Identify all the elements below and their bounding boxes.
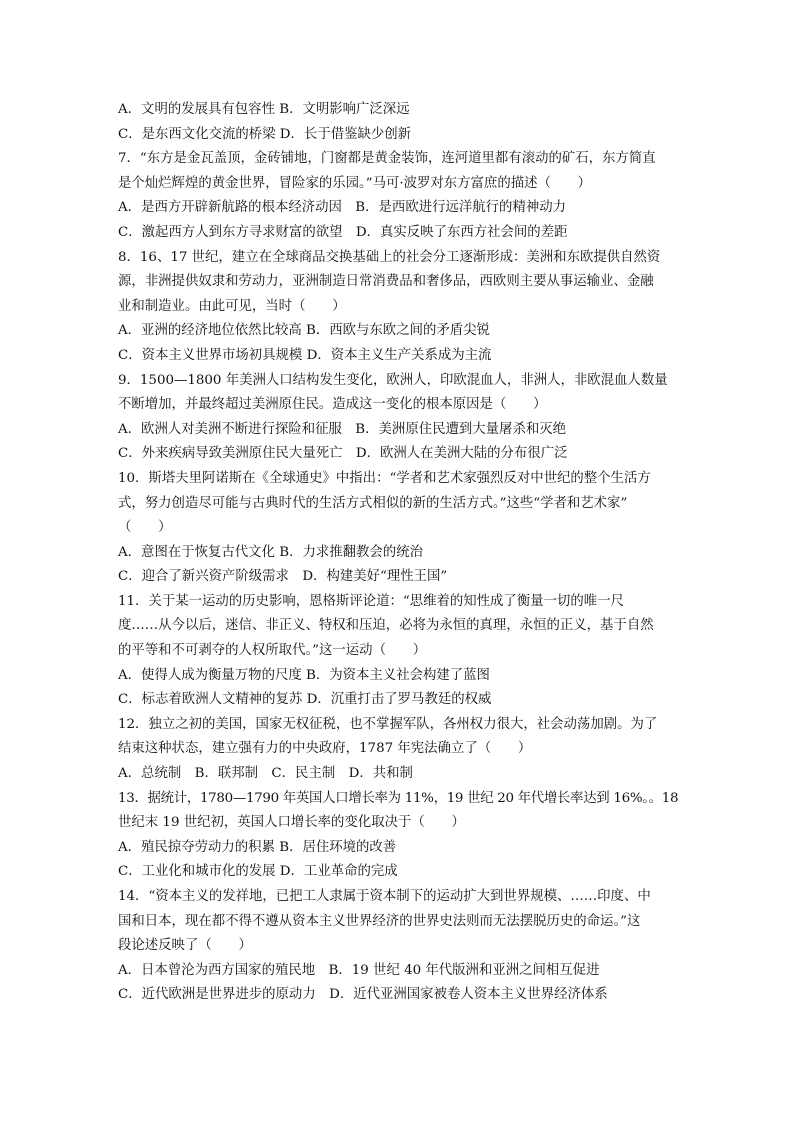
- option-line: A．日本曾沦为西方国家的殖民地 B．19 世纪 40 年代版洲和亚洲之间相互促进: [118, 962, 600, 978]
- question-11-line: 11．关于某一运动的历史影响，恩格斯评论道：“思维着的知性成了衡量一切的唯一尺: [118, 593, 624, 609]
- option-line: A．殖民掠夺劳动力的积累 B．居住环境的改善: [118, 839, 397, 855]
- question-12-line: 结束这种状态，建立强有力的中央政府，1787 年宪法确立了（ ）: [118, 741, 532, 757]
- question-8-line: 源，非洲提供奴隶和劳动力，亚洲制造日常消费品和奢侈品，西欧则主要从事运输业、金融: [118, 274, 654, 290]
- question-8-line: 8．16、17 世纪，建立在全球商品交换基础上的社会分工逐渐形成：美洲和东欧提供自然资: [118, 249, 661, 265]
- option-line: C．标志着欧洲人文精神的复苏 D．沉重打击了罗马教廷的权威: [118, 692, 492, 708]
- option-line: A．欧洲人对美洲不断进行探险和征服 B．美洲原住民遭到大量屠杀和灭绝: [118, 421, 567, 437]
- question-11-line: 的平等和不可剥夺的人权所取代。”这一运动（ ）: [118, 643, 427, 659]
- question-9-line: 9．1500—1800 年美洲人口结构发生变化，欧洲人，印欧混血人，非洲人，非欧混血人数量: [118, 372, 668, 388]
- question-14-line: 国和日本，现在都不得不遵从资本主义世界经济的世界史法则而无法摆脱历史的命运。”这: [118, 913, 641, 929]
- question-14-line: 14．“资本主义的发祥地，已把工人隶属于资本制下的运动扩大到世界规模、……印度、中: [118, 889, 651, 904]
- text-line: C．是东西文化交流的桥梁 D．长于借鉴缺少创新: [118, 126, 412, 142]
- option-line: C．近代欧洲是世界进步的原动力 D．近代亚洲国家被卷人资本主义世界经济体系: [118, 987, 608, 1003]
- option-line: A．使得人成为衡量万物的尺度 B．为资本主义社会构建了蓝图: [118, 667, 490, 683]
- question-8-line: 业和制造业。由此可见，当时（ ）: [118, 298, 346, 314]
- question-9-line: 不断增加，并最终超过美洲原住民。造成这一变化的根本原因是（ ）: [118, 397, 547, 413]
- option-line: C．工业化和城市化的发展 D．工业革命的完成: [118, 864, 398, 880]
- question-7-line: 是个灿烂辉煌的黄金世界，冒险家的乐园。”马可·波罗对东方富庶的描述（ ）: [118, 175, 592, 191]
- question-10-line: （ ）: [118, 520, 172, 536]
- option-line: A．是西方开辟新航路的根本经济动因 B．是西欧进行远洋航行的精神动力: [118, 200, 567, 216]
- text-line: A．文明的发展具有包容性 B．文明影响广泛深远: [118, 102, 410, 117]
- option-line: C．外来疾病导致美洲原住民大量死亡 D．欧洲人在美洲大陆的分布很广泛: [118, 446, 568, 462]
- question-12-line: 12．独立之初的美国，国家无权征税，也不掌握军队，各州权力很大，社会动荡加剧。为了: [118, 716, 658, 732]
- question-10-line: 式，努力创造尽可能与古典时代的生活方式相似的新的生活方式。”这些“学者和艺术家”: [118, 495, 628, 511]
- question-13-line: 世纪末 19 世纪初，英国人口增长率的变化取决于（ ）: [118, 815, 465, 831]
- question-7-line: 7．“东方是金瓦盖顶，金砖铺地，门窗都是黄金装饰，连河道里都有滚动的矿石，东方简直: [118, 151, 656, 167]
- option-line: A．亚洲的经济地位依然比较高 B．西欧与东欧之间的矛盾尖锐: [118, 323, 490, 339]
- option-line: C．迎合了新兴资产阶级需求 D．构建美好“理性王国”: [118, 569, 448, 585]
- exam-page: [118, 98, 678, 1008]
- question-14-line: 段论述反映了（ ）: [118, 938, 252, 954]
- option-line: C．激起西方人到东方寻求财富的欲望 D．真实反映了东西方社会间的差距: [118, 224, 568, 240]
- question-13-line: 13．据统计，1780—1790 年英国人口增长率为 11%，19 世纪 20 年代增长率达到 16%。。18: [118, 790, 679, 806]
- question-10-line: 10．斯塔夫里阿诺斯在《全球通史》中指出：“学者和艺术家强烈反对中世纪的整个生活方: [118, 470, 651, 486]
- question-11-line: 度……从今以后，迷信、非正义、特权和压迫，必将为永恒的真理，永恒的正义，基于自然: [118, 618, 654, 634]
- option-line: C．资本主义世界市场初具规模 D．资本主义生产关系成为主流: [118, 347, 492, 363]
- option-line: A．总统制 B．联邦制 C．民主制 D．共和制: [118, 766, 413, 782]
- option-line: A．意图在于恢复古代文化 B．力求推翻教会的统治: [118, 544, 423, 560]
